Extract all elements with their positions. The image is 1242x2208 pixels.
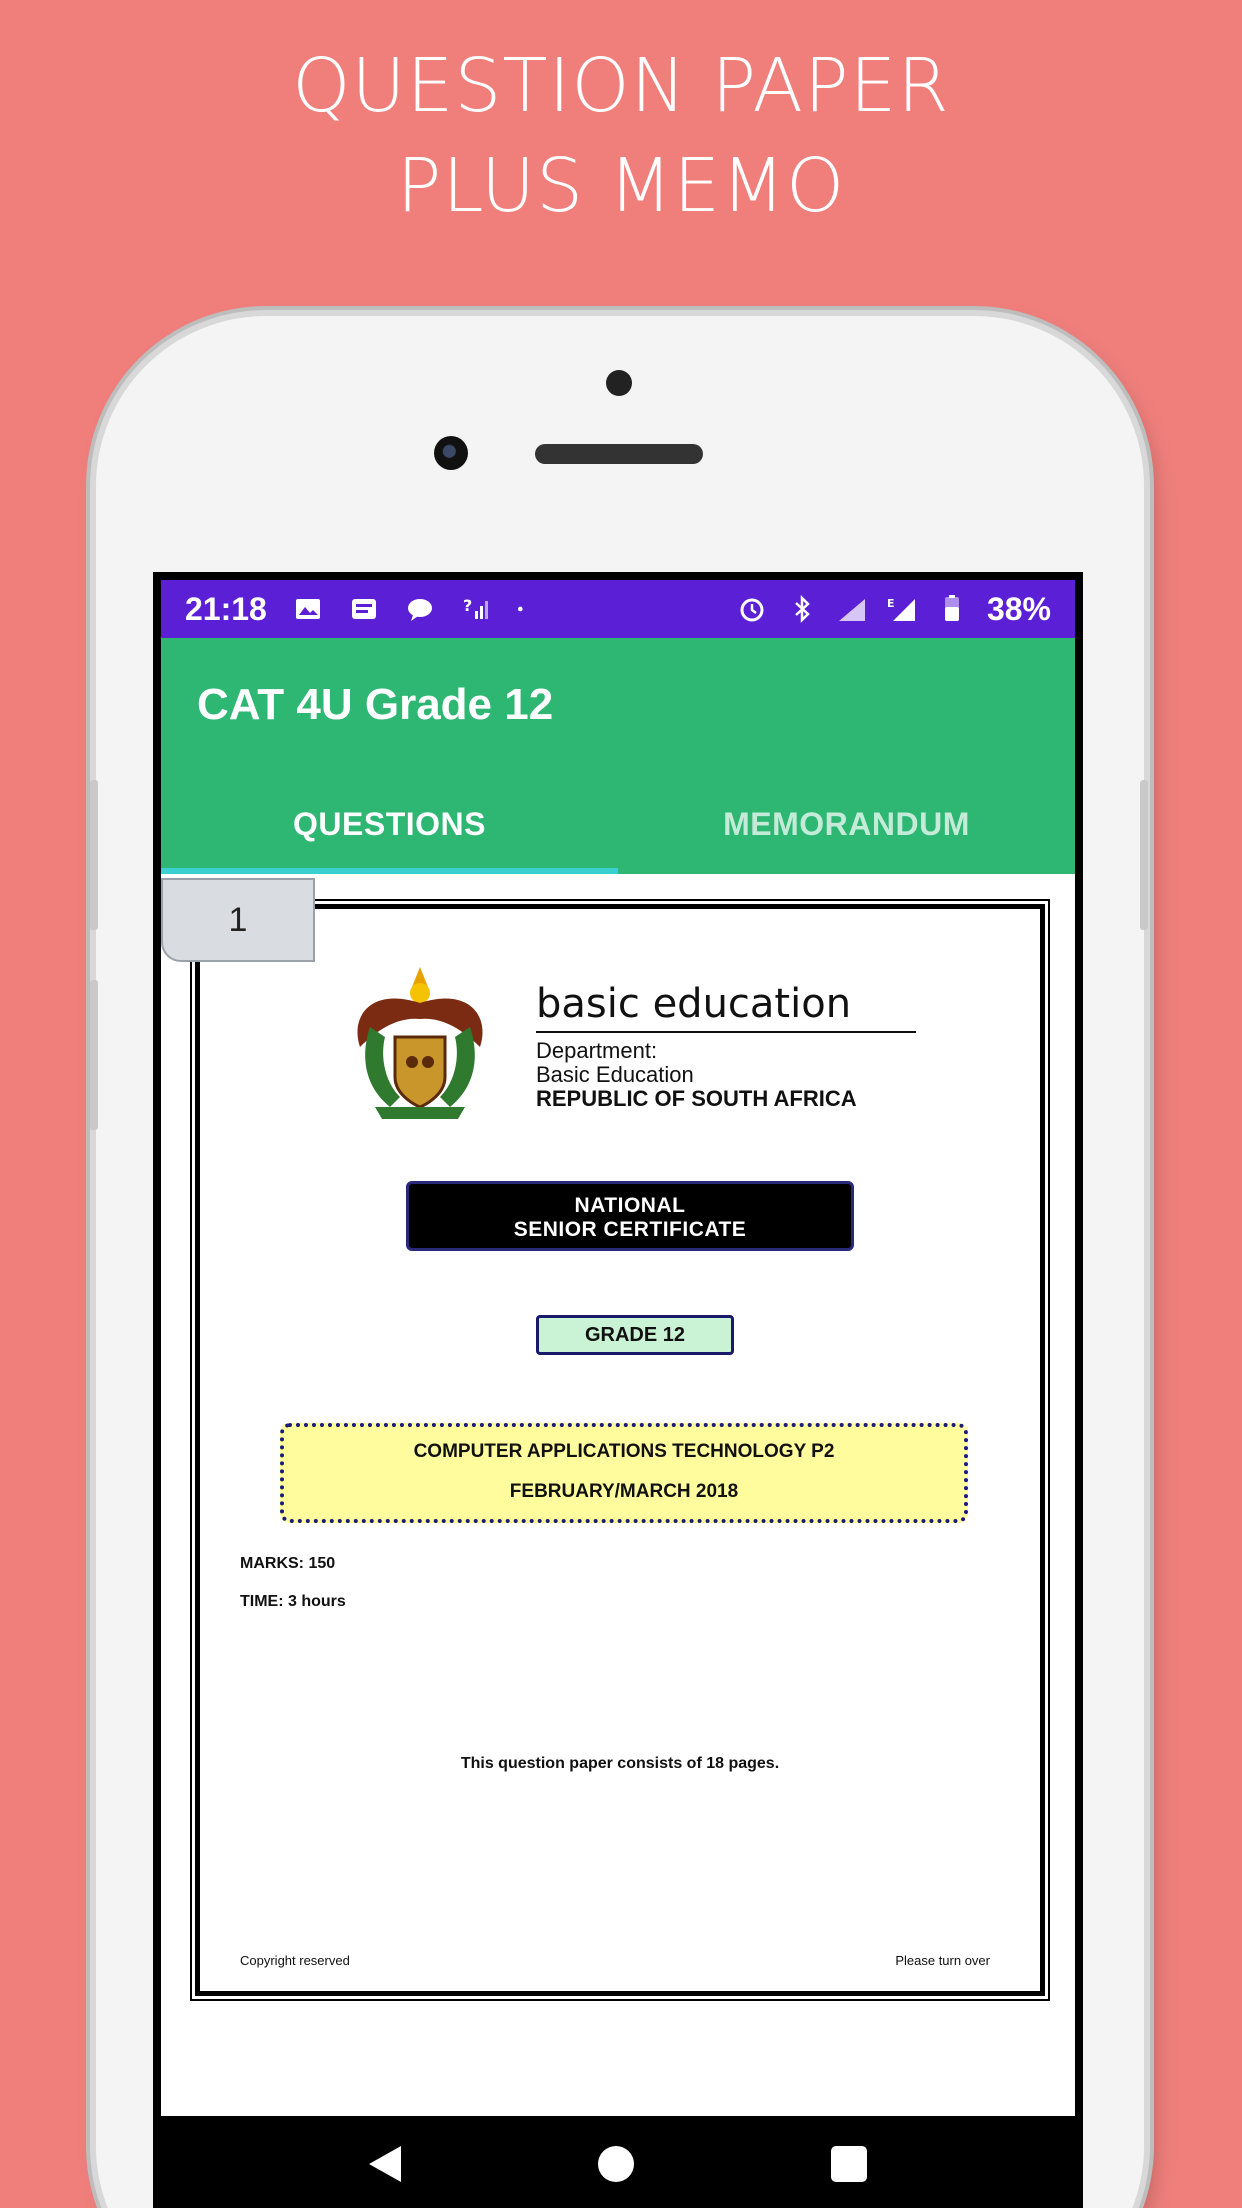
- navigation-bar: [161, 2116, 1075, 2208]
- app-bar: [161, 638, 1075, 874]
- dept-line-1: Department:: [536, 1038, 658, 1063]
- pages-note: This question paper consists of 18 pages.: [460, 1755, 780, 1772]
- time-text: TIME: 3 hours: [240, 1593, 346, 1610]
- footer-copyright: Copyright reserved: [240, 1953, 350, 1968]
- page-number-badge: 1: [161, 878, 315, 962]
- dept-brand: basic education: [536, 981, 916, 1033]
- certificate-line-1: NATIONAL: [574, 1194, 686, 1217]
- phone-side-button: [90, 980, 98, 1130]
- image-icon: [293, 595, 323, 623]
- battery-icon: [937, 595, 967, 623]
- signal-question-icon: [461, 595, 491, 623]
- subject-title: COMPUTER APPLICATIONS TECHNOLOGY P2: [413, 1441, 835, 1462]
- back-icon[interactable]: [369, 2146, 401, 2182]
- certificate-line-2: SENIOR CERTIFICATE: [513, 1218, 747, 1241]
- exam-session: FEBRUARY/MARCH 2018: [509, 1481, 739, 1502]
- promo-headline: [0, 36, 1242, 236]
- promo-line-2: PLUS MEMO: [396, 143, 846, 229]
- earpiece-speaker: [535, 444, 703, 464]
- promo-line-1: QUESTION PAPER: [292, 43, 950, 129]
- home-icon[interactable]: [598, 2146, 634, 2182]
- tab-questions[interactable]: QUESTIONS: [161, 774, 618, 874]
- dept-line-3: REPUBLIC OF SOUTH AFRICA: [536, 1086, 857, 1111]
- app-title: CAT 4U Grade 12: [197, 680, 554, 729]
- marks-text: MARKS: 150: [240, 1555, 336, 1572]
- phone-side-button: [90, 780, 98, 930]
- chat-icon: [405, 595, 435, 623]
- tab-bar: [161, 774, 1075, 874]
- department-heading: [536, 981, 916, 1111]
- status-time: 21:18: [185, 590, 267, 627]
- grade-box: GRADE 12: [536, 1315, 734, 1355]
- recent-apps-icon[interactable]: [831, 2146, 867, 2182]
- network-e-icon: [887, 595, 917, 623]
- phone-screen: [153, 572, 1083, 2208]
- signal-icon: [837, 595, 867, 623]
- coat-of-arms-icon: [340, 957, 500, 1125]
- certificate-box: [406, 1181, 854, 1251]
- dept-line-2: Basic Education: [536, 1062, 694, 1087]
- phone-power-button: [1140, 780, 1148, 930]
- subject-box: [280, 1423, 968, 1523]
- status-bar: [161, 580, 1075, 638]
- bluetooth-icon: [787, 595, 817, 623]
- alarm-icon: [737, 595, 767, 623]
- document-page: [195, 904, 1045, 1996]
- message-icon: [349, 595, 379, 623]
- dot-icon: [517, 595, 531, 623]
- footer-turn-over: Please turn over: [895, 1953, 990, 1968]
- svg-text:E: E: [886, 597, 895, 610]
- svg-text:?: ?: [462, 596, 473, 615]
- proximity-sensor: [606, 370, 632, 396]
- tab-memorandum[interactable]: MEMORANDUM: [723, 805, 970, 842]
- front-camera: [434, 436, 468, 470]
- document-viewer[interactable]: [161, 874, 1075, 2106]
- battery-percent: 38%: [986, 590, 1051, 627]
